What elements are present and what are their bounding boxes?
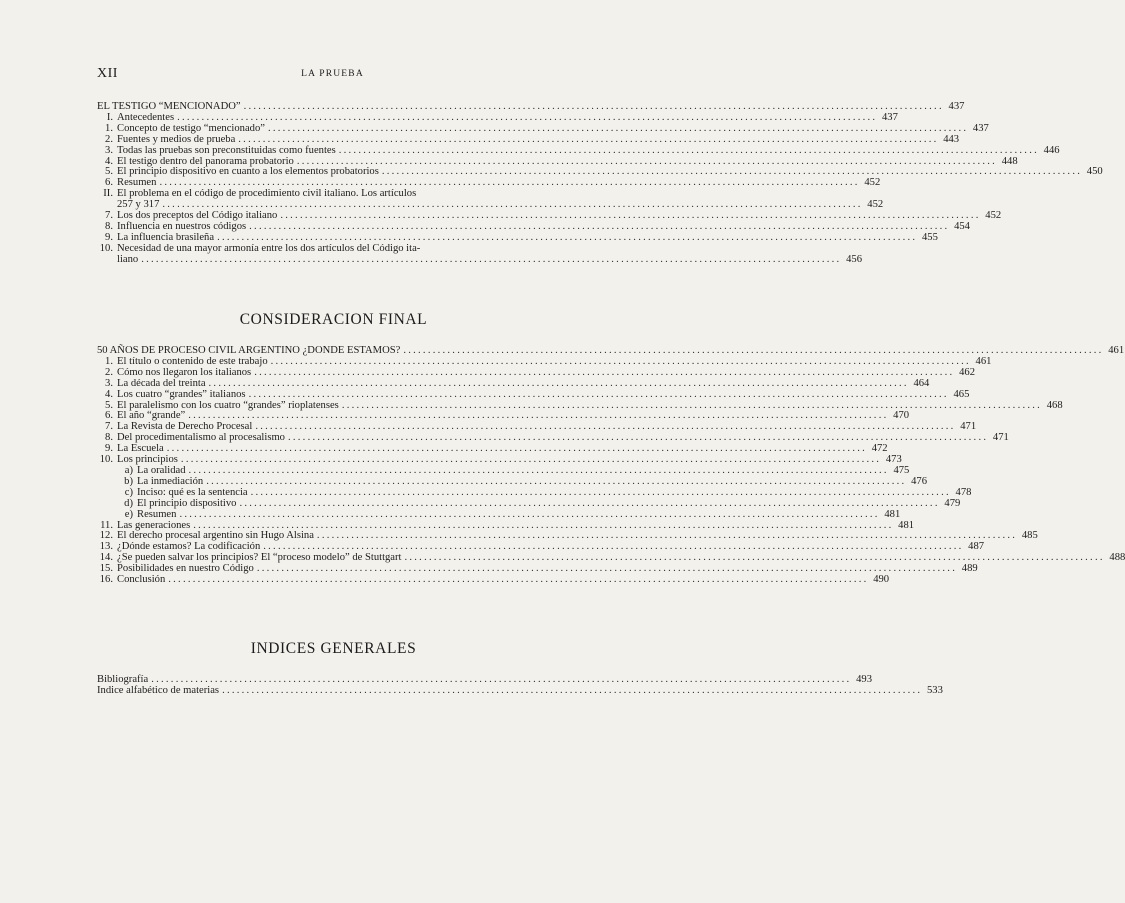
dot-leader [209,379,907,390]
toc-entry-title: 257 y 317 [117,199,160,211]
toc-entry-page: 465 [953,388,970,400]
dot-leader [168,575,866,586]
toc-entry-title: Cómo nos llegaron los italianos [117,366,252,378]
toc-entry-title: El año “grande” [117,410,186,422]
toc-entry-title: Necesidad de una mayor armonía entre los dos artículos del Código ita- [117,242,421,254]
toc-entry-page: 481 [884,508,901,520]
section-heading-indices: INDICES GENERALES [250,640,417,657]
toc-entry-page: 446 [1043,144,1060,156]
toc-entry-number: 11. [100,519,113,531]
toc-entry-page: 452 [867,199,884,211]
toc-entry-title: La Escuela [117,443,164,455]
toc-entry-page: 461 [975,355,992,367]
toc-entry-title: Los cuatro “grandes” italianos [117,388,246,400]
toc-entry-page: 462 [959,366,975,378]
dot-leader [179,510,877,521]
toc-entry-page: 437 [972,122,989,134]
toc-entry-number: 4. [105,388,113,400]
toc-entry-title: La influencia brasileña [117,231,215,243]
toc-entry-number: 14. [99,552,113,564]
toc-entry-page: 487 [968,541,985,553]
toc-entry-number: 7. [105,210,113,222]
toc-entry [97,684,943,697]
toc-entry-page: 493 [856,674,873,685]
toc-entry-page: 464 [913,377,930,389]
dot-leader [339,146,1037,157]
toc-entry-page: 455 [921,231,938,243]
toc-entry-page: 489 [961,563,978,575]
toc-entry [97,497,961,510]
page-number: XII [97,66,118,81]
dot-leader [141,255,839,266]
toc-entry-title: Todas las pruebas son preconstituidas como fuentes [117,144,336,156]
toc-entry-number: 10. [99,454,113,466]
toc-entry [97,508,901,521]
toc-entry-number: c) [124,486,133,498]
toc-entry-page: 450 [1086,166,1103,178]
toc-entry-title: EL TESTIGO “MENCIONADO” [97,101,241,112]
toc-entry-title: liano [117,253,139,265]
toc-entry-number: e) [124,508,133,520]
toc-entry [97,574,890,586]
toc-entry-title: El principio dispositivo en cuanto a los elementos probatorios [117,166,379,178]
toc-entry-title: Antecedentes [117,111,175,123]
toc-entry-page: 473 [885,454,902,466]
toc-entry-page: 456 [846,253,862,265]
toc-entry-number: 3. [105,377,113,389]
toc-entry-number: 6. [105,177,113,189]
toc-entry-title: El problema en el código de procedimiento civil italiano. Los artículos [117,188,417,200]
toc-entry-title: Influencia en nuestros códigos [117,220,247,232]
toc-entry-number: II. [103,188,113,200]
toc-entry-number: 9. [105,231,113,243]
toc-entry-title: El paralelismo con los cuatro “grandes” rioplatenses [117,399,339,411]
toc-entry [97,388,970,401]
toc-entry-page: 468 [1046,399,1063,411]
toc-entry-title: El testigo dentro del panorama probatorio [117,155,294,167]
toc-entry [97,253,862,266]
toc-entry-page: 488 [1109,552,1125,564]
toc-entry-page: 471 [960,421,977,433]
toc-entry-title: Los principios [117,454,178,466]
running-title: LA PRUEBA [301,69,364,79]
toc-entry-number: 5. [105,399,113,411]
toc-entry-title: ¿Dónde estamos? La codificación [117,541,261,553]
toc-entry-title: ¿Se pueden salvar los principios? El “proceso modelo” de Stuttgart [117,552,402,564]
toc-entry-number: 1. [105,122,113,134]
toc-entry-number: 7. [105,421,113,433]
toc-entry-page: 485 [1021,530,1038,542]
toc-entry-page: 479 [944,497,961,509]
toc-entry-number: 6. [105,410,113,422]
toc-entry-number: 13. [99,541,113,553]
toc-entry-page: 443 [943,133,960,145]
toc-section-testigo [97,101,1103,266]
toc-entry-number: 9. [105,443,113,455]
toc-entry-title: Fuentes y medios de prueba [117,133,236,145]
toc-entry-page: 470 [893,410,910,422]
toc-section-indices [97,674,943,697]
toc-entry-title: Concepto de testigo “mencionado” [117,122,265,134]
toc-entry [97,144,1060,157]
toc-entry-number: 1. [105,355,113,367]
toc-entry-title: Los dos preceptos del Código italiano [117,210,278,222]
toc-entry-title: 50 AÑOS DE PROCESO CIVIL ARGENTINO ¿DONDE ESTAMOS? [97,345,401,356]
toc-entry-number: 16. [99,574,113,586]
section-heading-consideracion: CONSIDERACION FINAL [239,311,428,328]
toc-entry-number: 4. [105,155,113,167]
toc-entry-number: d) [124,497,133,509]
toc-entry-number: 8. [105,432,113,444]
toc-entry-number: b) [124,475,133,487]
toc-entry-page: 472 [871,443,888,455]
toc-entry-title: Resumen [117,177,157,189]
toc-entry-number: 2. [105,366,113,378]
toc-entry-number: 2. [105,133,113,145]
toc-entry-title: La década del treinta [117,377,206,389]
toc-entry-number: 10. [99,242,113,254]
toc-entry [97,133,960,146]
toc-entry-number: 5. [105,166,113,178]
toc-entry-page: 478 [955,486,972,498]
toc-entry-title: Posibilidades en nuestro Código [117,563,254,575]
dot-leader [249,390,947,401]
toc-entry-title: Bibliografía [97,674,149,685]
toc-entry-page: 452 [985,210,1002,222]
toc-entry-page: 437 [948,101,965,112]
toc-entry-title: Del procedimentalismo al procesalismo [117,432,285,444]
toc-entry-page: 476 [911,475,927,487]
toc-entry-title: El derecho procesal argentino sin Hugo Alsina [117,530,314,542]
toc-entry-title: Las generaciones [117,519,191,531]
toc-entry-page: 475 [893,464,910,476]
toc-entry-title: Indice alfabético de materias [97,684,220,696]
toc-entry-title: Inciso: qué es la sentencia [137,486,248,498]
toc-entry-page: 533 [926,684,943,696]
toc-entry-title: La Revista de Derecho Procesal [117,421,253,433]
toc-entry-number: 3. [105,144,113,156]
dot-leader [238,135,936,146]
toc-entry-number: 15. [99,563,113,575]
toc-entry-page: 437 [881,111,898,123]
toc-entry-title: El principio dispositivo [137,497,237,509]
dot-leader [222,686,920,697]
toc-entry-number: I. [106,111,113,123]
toc-entry [97,377,930,390]
toc-entry-page: 490 [873,574,890,586]
toc-entry-page: 471 [992,432,1009,444]
toc-entry-page: 481 [898,519,915,531]
toc-entry-page: 461 [1108,345,1125,356]
toc-entry-page: 454 [954,220,970,232]
running-header [97,66,568,82]
toc-entry-title: El título o contenido de este trabajo [117,355,268,367]
toc-entry-title: La oralidad [137,464,186,476]
toc-entry-page: 448 [1001,155,1018,167]
toc-entry-number: a) [124,464,133,476]
toc-entry-number: 12. [99,530,113,542]
toc-entry-title: La inmediación [137,475,204,487]
toc-entry-title: Resumen [137,508,177,520]
toc-entry-number: 8. [105,220,113,232]
toc-section-consideracion [97,345,1125,586]
toc-entry-title: Conclusión [117,574,166,586]
toc-entry-page: 452 [864,177,881,189]
dot-leader [239,499,937,510]
